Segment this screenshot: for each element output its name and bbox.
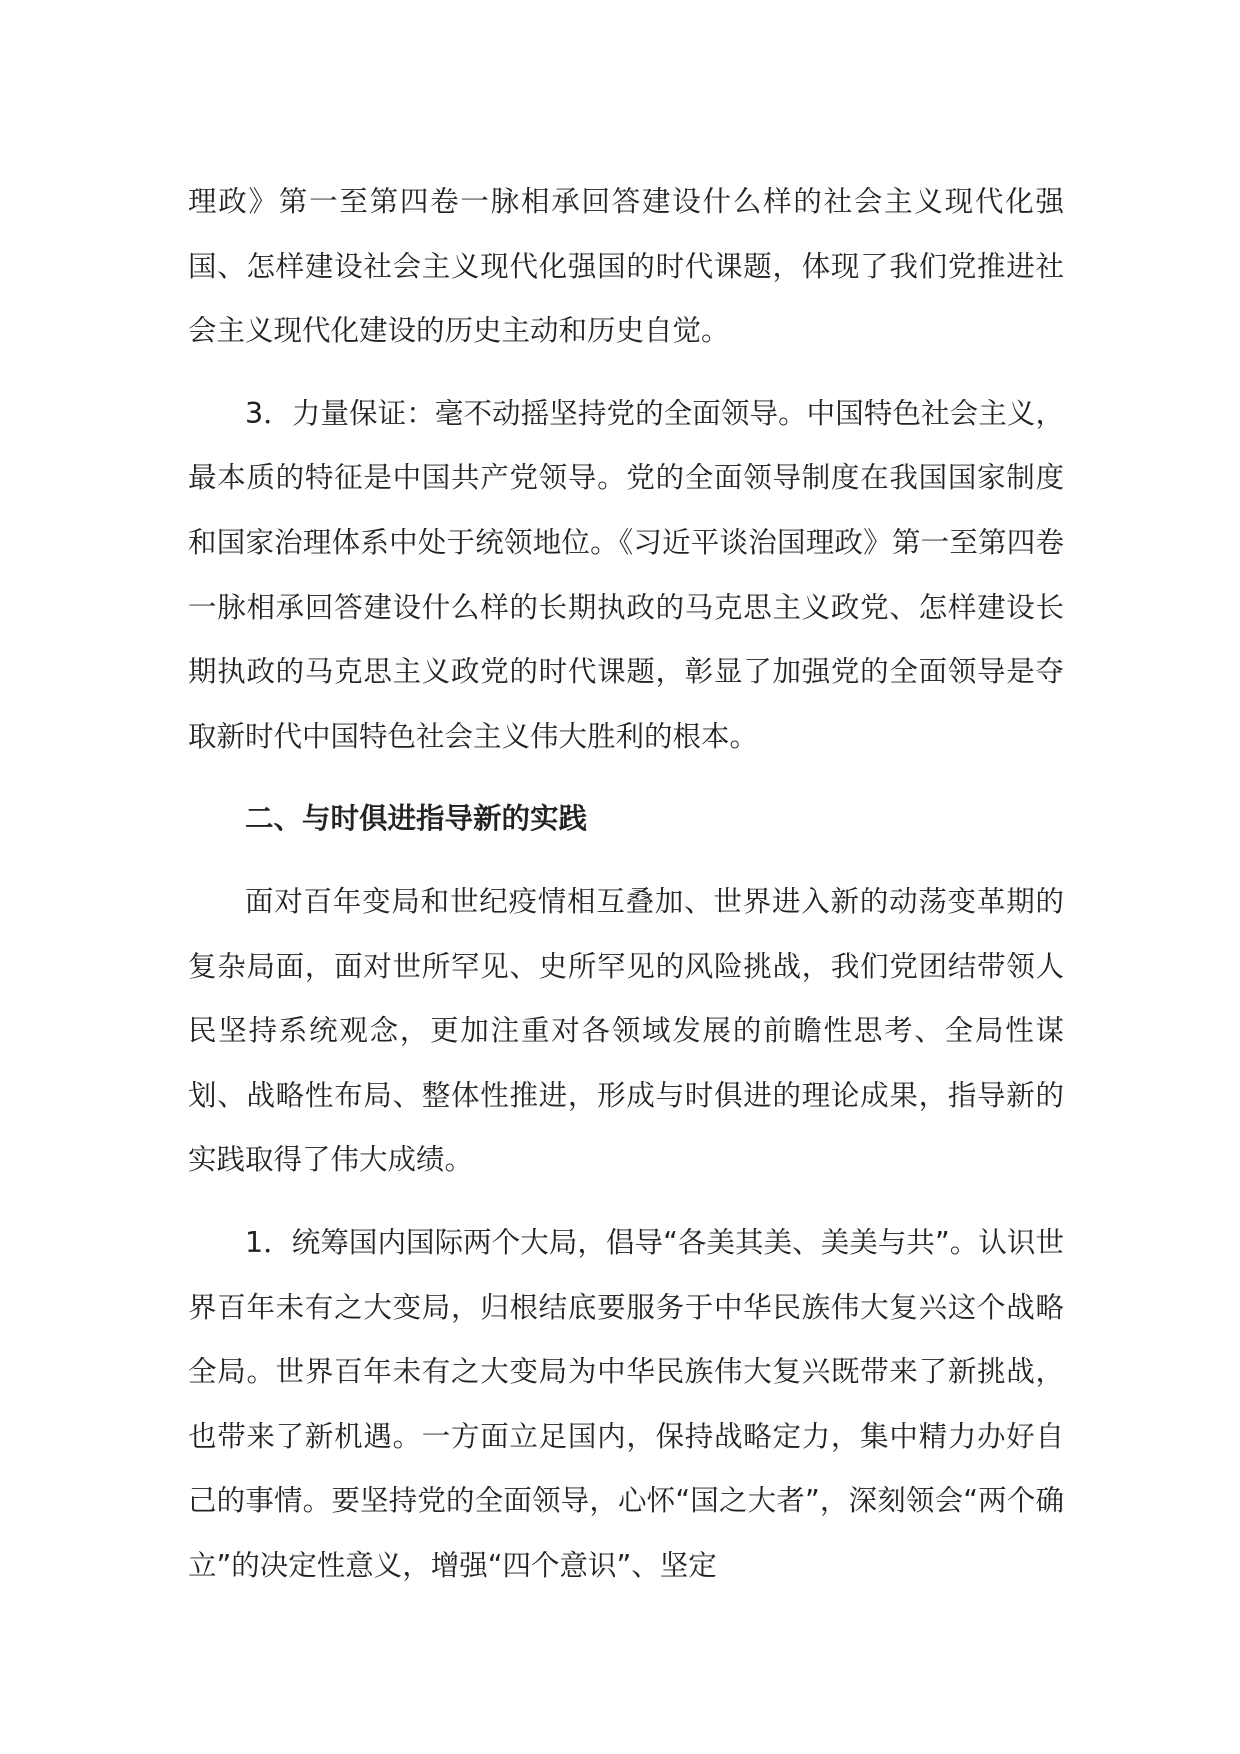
paragraph-continuation: 理政》第一至第四卷一脉相承回答建设什么样的社会主义现代化强国、怎样建设社会主义现代化强国的时代课题，体现了我们党推进社会主义现代化建设的历史主动和历史自觉。 — [188, 185, 1064, 348]
paragraph-practice-intro: 面对百年变局和世纪疫情相互叠加、世界进入新的动荡变革期的复杂局面，面对世所罕见、史所罕见的风险挑战，我们党团结带领人民坚持系统观念，更加注重对各领域发展的前瞻性思考、全局性谋划、战略性布局、整体性推进，形成与时俱进的理论成果，指导新的实践取得了伟大成绩。 — [188, 884, 1064, 1177]
section-heading: 二、与时俱进指导新的实践 — [245, 802, 588, 836]
paragraph-force-guarantee: 3．力量保证：毫不动摇坚持党的全面领导。中国特色社会主义，最本质的特征是中国共产党领导。党的全面领导制度在我国国家制度和国家治理体系中处于统领地位。《习近平谈治国理政》第一至第四卷一脉相承回答建设什么样的长期执政的马克思主义政党、怎样建设长期执政的马克思主义政党的时代课题，彰显了加强党的全面领导是夺取新时代中国特色社会主义伟大胜利的根本。 — [188, 396, 1064, 753]
body-text — [188, 170, 1064, 1616]
paragraph-two-overall-situations: 1．统筹国内国际两个大局，倡导“各美其美、美美与共”。认识世界百年未有之大变局，归根结底要服务于中华民族伟大复兴这个战略全局。世界百年未有之大变局为中华民族伟大复兴既带来了新挑战，也带来了新机遇。一方面立足国内，保持战略定力，集中精力办好自己的事情。要坚持党的全面领导，心怀“国之大者”，深刻领会“两个确立”的决定性意义，增强“四个意识”、坚定 — [188, 1225, 1065, 1582]
